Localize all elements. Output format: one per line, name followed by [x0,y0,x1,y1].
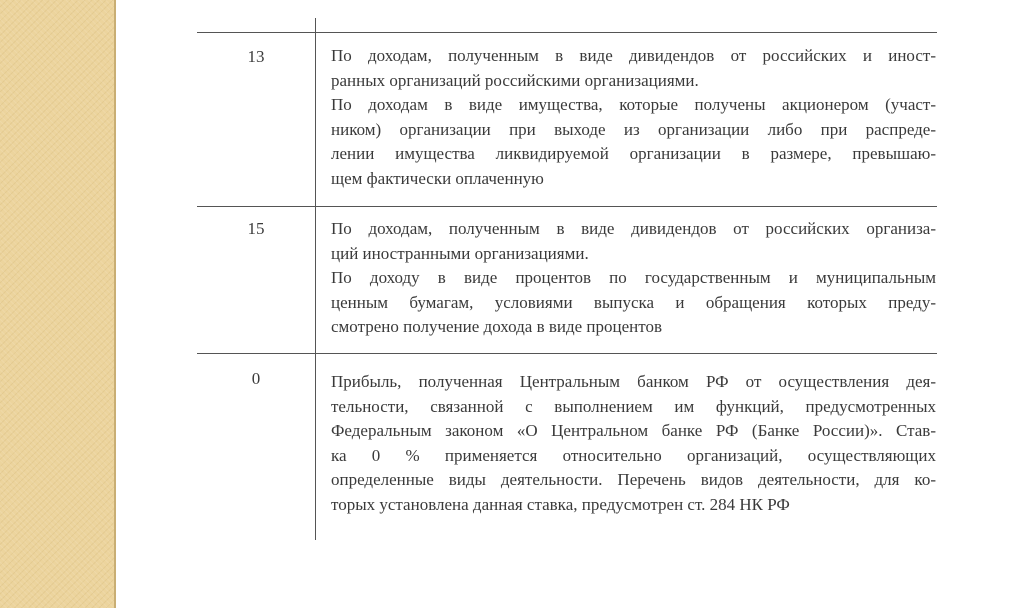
text-line: торых установлена данная ставка, предусмотрен ст. 284 НК РФ [331,494,790,514]
column-divider [315,18,316,540]
description-cell-13 [331,44,936,191]
text-line: смотрено получение дохода в виде процентов [331,317,663,336]
text-line: ранных организаций российскими организациями. [331,70,699,90]
row-divider-top [197,32,937,33]
text-line: По доходам в виде имущества, которые получены акционером (участ- [331,95,936,114]
text-line: ций иностранными организациями. [331,243,589,263]
description-cell-15 [331,217,936,340]
row-divider-2 [197,353,937,354]
text-line: По доходу в виде процентов по государственным и муниципальным [331,268,936,287]
rate-cell-15: 15 [247,219,265,238]
text-line: ником) организации при выходе из организации либо при распреде- [331,119,936,139]
text-line: определенные виды деятельности. Перечень видов деятельности, для ко- [331,470,936,489]
text-line: ценным бумагам, условиями выпуска и обращения которых преду- [331,292,936,312]
text-line: лении имущества ликвидируемой организации в размере, превышаю- [331,144,936,163]
side-strip-border [114,0,116,608]
rate-cell-0: 0 [251,369,261,388]
text-line: Прибыль, полученная Центральным банком РФ от осуществления дея- [331,372,936,391]
description-cell-0 [331,370,936,517]
text-line: Федеральным законом «О Центральном банке РФ (Банке России)». Став- [331,421,936,440]
decorative-side-strip [0,0,114,608]
text-line: По доходам, полученным в виде дивидендов от российских организа- [331,219,936,238]
text-line: По доходам, полученным в виде дивидендов от российских и иност- [331,46,936,65]
text-line: щем фактически оплаченную [331,168,544,188]
text-line: тельности, связанной с выполнением им функций, предусмотренных [331,396,936,416]
row-divider-1 [197,206,937,207]
rate-cell-13: 13 [247,47,265,66]
text-line: ка 0 % применяется относительно организаций, осуществляющих [331,445,936,465]
